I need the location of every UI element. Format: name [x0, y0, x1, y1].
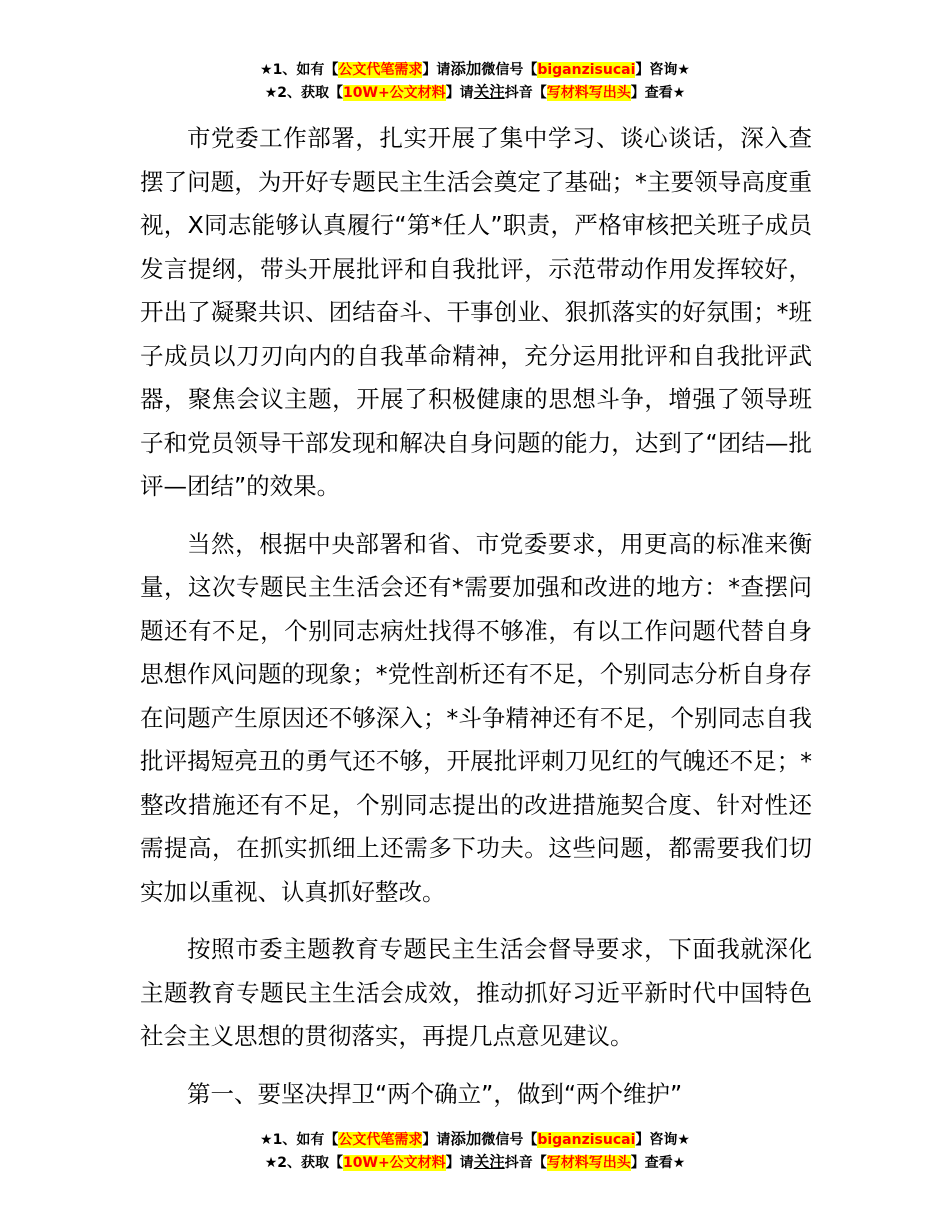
star-icon: ★: [260, 62, 273, 78]
banner-line-1: [0, 58, 950, 81]
banner-text: 2、获取【: [277, 1155, 344, 1171]
star-icon: ★: [264, 85, 278, 101]
banner-text: 1、如有【: [272, 1132, 339, 1148]
star-icon: ★: [264, 1155, 278, 1171]
banner-line-1: [0, 1128, 950, 1151]
header-banner: [0, 58, 950, 104]
banner-text: 2、获取【: [277, 85, 344, 101]
banner-text: 1、如有【: [272, 62, 339, 78]
footer-banner: [0, 1128, 950, 1174]
banner-emphasis: 添加: [450, 60, 482, 78]
banner-text: 微信号【: [481, 62, 538, 78]
banner-line-2: [0, 81, 950, 104]
banner-text: 】请: [445, 85, 474, 101]
section-heading: 第一、要坚决捍卫“两个确立”，做到“两个维护”: [187, 1079, 683, 1108]
banner-text: 抖音【: [504, 1155, 547, 1171]
paragraph: 按照市委主题教育专题民主生活会督导要求，下面我就深化主题教育专题民主生活会成效，推动抓好习近平新时代中国特色社会主义思想的贯彻落实，再提几点意见建议。: [140, 935, 812, 1050]
banner-emphasis: 添加: [450, 1130, 482, 1148]
highlight-douyin: 写材料写出头: [546, 1155, 631, 1171]
highlight-materials: 10W+公文材料: [343, 85, 446, 101]
banner-text: 】请: [422, 62, 451, 78]
star-icon: ★: [677, 62, 690, 78]
highlight-wechat-id: biganzisucai: [537, 62, 636, 78]
banner-text: 】咨询: [635, 1132, 678, 1148]
highlight-douyin: 写材料写出头: [546, 85, 631, 101]
highlight-service: 公文代笔需求: [338, 62, 423, 78]
highlight-service: 公文代笔需求: [338, 1132, 423, 1148]
banner-text: 抖音【: [504, 85, 547, 101]
banner-text: 】查看: [630, 1155, 673, 1171]
highlight-materials: 10W+公文材料: [343, 1155, 446, 1171]
highlight-wechat-id: biganzisucai: [537, 1132, 636, 1148]
star-icon: ★: [260, 1132, 273, 1148]
banner-line-2: [0, 1151, 950, 1174]
banner-text: 】请: [422, 1132, 451, 1148]
banner-text: 】查看: [630, 85, 673, 101]
banner-text: 】咨询: [635, 62, 678, 78]
banner-emphasis: 关注: [473, 83, 505, 101]
paragraph: 市党委工作部署，扎实开展了集中学习、谈心谈话，深入查摆了问题，为开好专题民主生活会奠定了基础；*主要领导高度重视，X同志能够认真履行“第*任人”职责，严格审核把关班子成员发言提纲，带头开展批评和自我批评，示范带动作用发挥较好，开出了凝聚共识、团结奋斗、干事创业、狠抓落实的好氛围；*班子成员以刀刃向内的自我革命精神，充分运用批评和自我批评武器，聚焦会议主题，开展了积极健康的思想斗争，增强了领导班子和党员领导干部发现和解决自身问题的能力，达到了“团结—批评—团结”的效果。: [140, 124, 812, 500]
star-icon: ★: [677, 1132, 690, 1148]
banner-text: 】请: [445, 1155, 474, 1171]
banner-emphasis: 关注: [473, 1153, 505, 1171]
document-body: [140, 117, 812, 1130]
star-icon: ★: [672, 85, 686, 101]
paragraph: 当然，根据中央部署和省、市党委要求，用更高的标准来衡量，这次专题民主生活会还有*需要加强和改进的地方：*查摆问题还有不足，个别同志病灶找得不够准，有以工作问题代替自身思想作风问题的现象；*党性剖析还有不足，个别同志分析自身存在问题产生原因还不够深入；*斗争精神还有不足，个别同志自我批评揭短亮丑的勇气还不够，开展批评刺刀见红的气魄还不足；*整改措施还有不足，个别同志提出的改进措施契合度、针对性还需提高，在抓实抓细上还需多下功夫。这些问题，都需要我们切实加以重视、认真抓好整改。: [140, 529, 812, 906]
star-icon: ★: [672, 1155, 686, 1171]
banner-text: 微信号【: [481, 1132, 538, 1148]
